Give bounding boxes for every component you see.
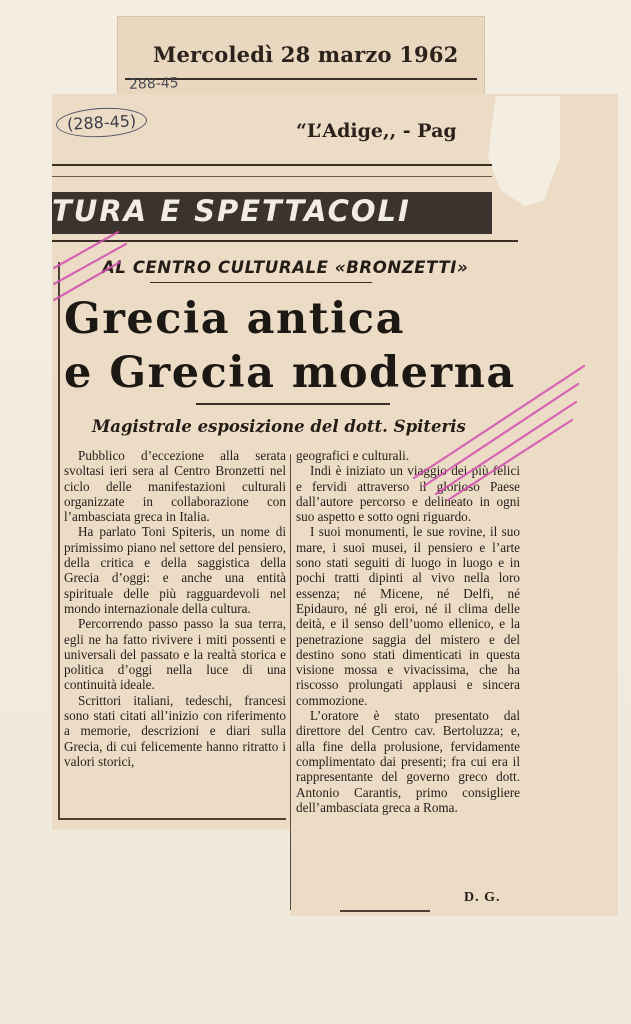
author-signature: D. G. <box>464 890 501 905</box>
headline-rule <box>196 403 390 405</box>
paragraph: Ha parlato Toni Spiteris, un nome di primissimo piano nel settore del pensiero, della critica e della saggistica della Grecia d’oggi: e anche una entità spirituale delle più ragguardevoli nel mondo internazionale della cultura. <box>64 524 286 616</box>
header-rule <box>52 164 492 166</box>
paragraph: Scrittori italiani, tedeschi, francesi sono stati citati all’inizio con riferimento a memorie, descrizioni e diari sulla Grecia, di cui felicemente hanno ritratto i valori storici, <box>64 692 286 769</box>
paragraph: Pubblico d’eccezione alla serata svoltasi ieri sera al Centro Bronzetti nel ciclo delle manifestazioni culturali organizzate in collaborazione con l’ambasciata greca in Italia. <box>64 448 286 525</box>
section-banner <box>52 192 492 234</box>
kicker-rule <box>150 282 372 283</box>
paragraph: Indi è iniziato un viaggio dei più felici e fervidi attraverso il glorioso Paese dall’autore percorso e delineato in ogni suo aspetto e sotto ogni riguardo. <box>296 463 520 525</box>
article-left-rule <box>58 262 60 818</box>
headline-line-2: e Grecia moderna <box>64 348 516 398</box>
article-headline <box>64 292 524 400</box>
paragraph: I suoi monumenti, le sue rovine, il suo mare, i suoi musei, il pensiero e l’arte sono stati seguiti di luogo in luogo e in pochi tratti dipinti al vivo nella loro essenza; né Micene, né Delfi, né Epidauro, né gli eroi, né il clima delle deità, e il senso dell’uomo ellenico, e la penetrazione saggia del mistero e del destino sono stati dimenticati in questa visione mossa e vivacissima, che ha riscosso prolungati applausi e sincera commozione. <box>296 524 520 708</box>
newspaper-source: “L’Adige,, - Pag <box>296 120 457 142</box>
paragraph: Percorrendo passo passo la sua terra, egli ne ha fatto rivivere i miti possenti e universali del passato e la realtà storica e politica d’oggi nella luce di una continuità ideale. <box>64 616 286 693</box>
section-banner-text: TURA E SPETTACOLI <box>52 194 411 228</box>
publication-date: Mercoledì 28 marzo 1962 <box>153 42 459 67</box>
banner-rule <box>52 240 518 242</box>
article-subheadline: Magistrale esposizione del dott. Spiteris <box>92 417 466 436</box>
article-column-right <box>296 448 520 815</box>
article-kicker: AL CENTRO CULTURALE «BRONZETTI» <box>102 258 469 277</box>
circled-archive-note: (288-45) <box>55 106 148 140</box>
paragraph-continued: geografici e culturali. <box>296 448 410 463</box>
column-rule <box>290 454 291 910</box>
column-end-rule <box>58 818 286 820</box>
date-clipping <box>117 16 485 96</box>
paragraph: L’oratore è stato presentato dal direttore del Centro cav. Bertoluzza; e, alla fine della prolusione, fervidamente complimentato dai presenti; fra cui era il rappresentante del governo greco dott. Antonio Carantis, primo consigliere dell’ambasciata greca a Roma. <box>296 708 520 815</box>
headline-line-1: Grecia antica <box>64 294 405 344</box>
article-end-rule <box>340 910 430 912</box>
article-column-left <box>64 448 286 769</box>
pencil-archive-note: 288-45 <box>128 75 179 93</box>
header-rule-thin <box>52 176 492 177</box>
